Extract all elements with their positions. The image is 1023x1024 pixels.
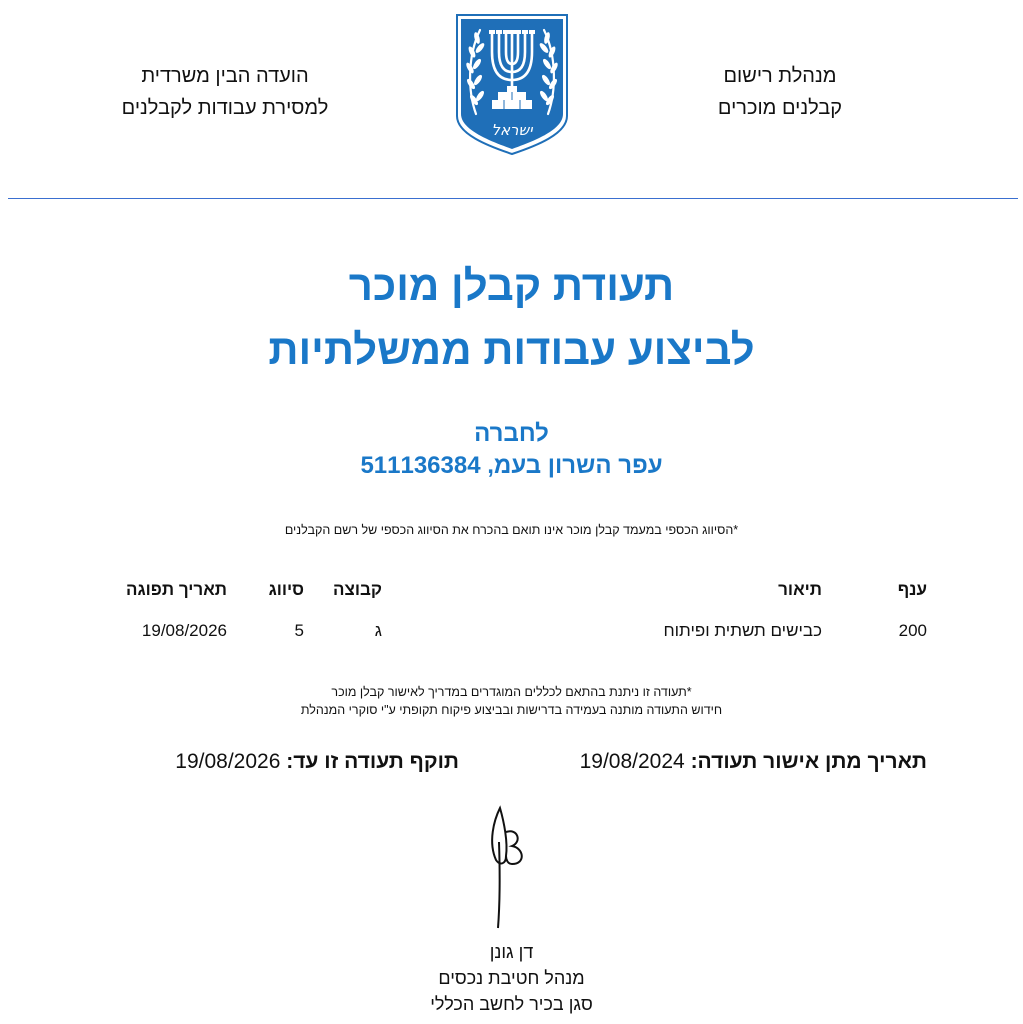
rules-note: *תעודה זו ניתנת בהתאם לכללים המוגדרים במדריך לאישור קבלן מוכר [331, 685, 692, 699]
renewal-note: חידוש התעודה מותנה בעמידה בדרישות ובביצוע פיקוח תקופתי ע"י סוקרי המנהלת [300, 703, 723, 717]
header-left-line2: למסירת עבודות לקבלנים [121, 97, 329, 119]
issue-date-value: 19/08/2024 [579, 750, 685, 773]
signature [484, 802, 532, 930]
header-right-block [680, 60, 880, 124]
header-left-line1: הועדה הבין משרדית [141, 65, 309, 87]
table-cell-classification: 5 [294, 621, 304, 640]
company-name: עפר השרון בעמ, 511136384 [360, 452, 663, 479]
table-cell-expiry: 19/08/2026 [141, 621, 227, 640]
valid-until-label: תוקף תעודה זו עד: [286, 750, 459, 773]
col-header-expiry: תאריך תפוגה [126, 580, 227, 599]
col-header-group: קבוצה [333, 580, 382, 599]
header-left-block [90, 60, 360, 124]
classification-note: *הסיווג הכספי במעמד קבלן מוכר אינו תואם בהכרח את הסיווג הכספי של רשם הקבלנים [284, 523, 739, 537]
table-cell-group: ג [374, 621, 382, 640]
valid-until-line [175, 750, 459, 774]
valid-until-value: 19/08/2026 [175, 750, 281, 773]
issue-date-line [580, 750, 927, 774]
signatory-role2: סגן בכיר לחשב הכללי [430, 994, 593, 1014]
emblem-text: ישראל [491, 121, 533, 139]
certificate-title-line1: תעודת קבלן מוכר [348, 262, 675, 309]
col-header-classification: סיווג [268, 580, 304, 599]
signatory-role1: מנהל חטיבת נכסים [438, 968, 585, 988]
header-right-line2: קבלנים מוכרים [717, 97, 843, 119]
rules-note-block [0, 683, 1023, 719]
col-header-description: תיאור [778, 580, 822, 599]
signatory-name: דן גונן [489, 942, 534, 962]
table-cell-description: כבישים תשתית ופיתוח [663, 621, 822, 640]
header-divider [8, 198, 1018, 199]
table-cell-branch: 200 [898, 621, 927, 640]
company-label: לחברה [474, 420, 549, 447]
state-emblem-icon [454, 12, 570, 156]
col-header-branch: ענף [897, 580, 927, 599]
certificate-title-line2: לביצוע עבודות ממשלתיות [268, 326, 755, 373]
header-right-line1: מנהלת רישום [723, 65, 837, 87]
issue-date-label: תאריך מתן אישור תעודה: [690, 750, 927, 773]
